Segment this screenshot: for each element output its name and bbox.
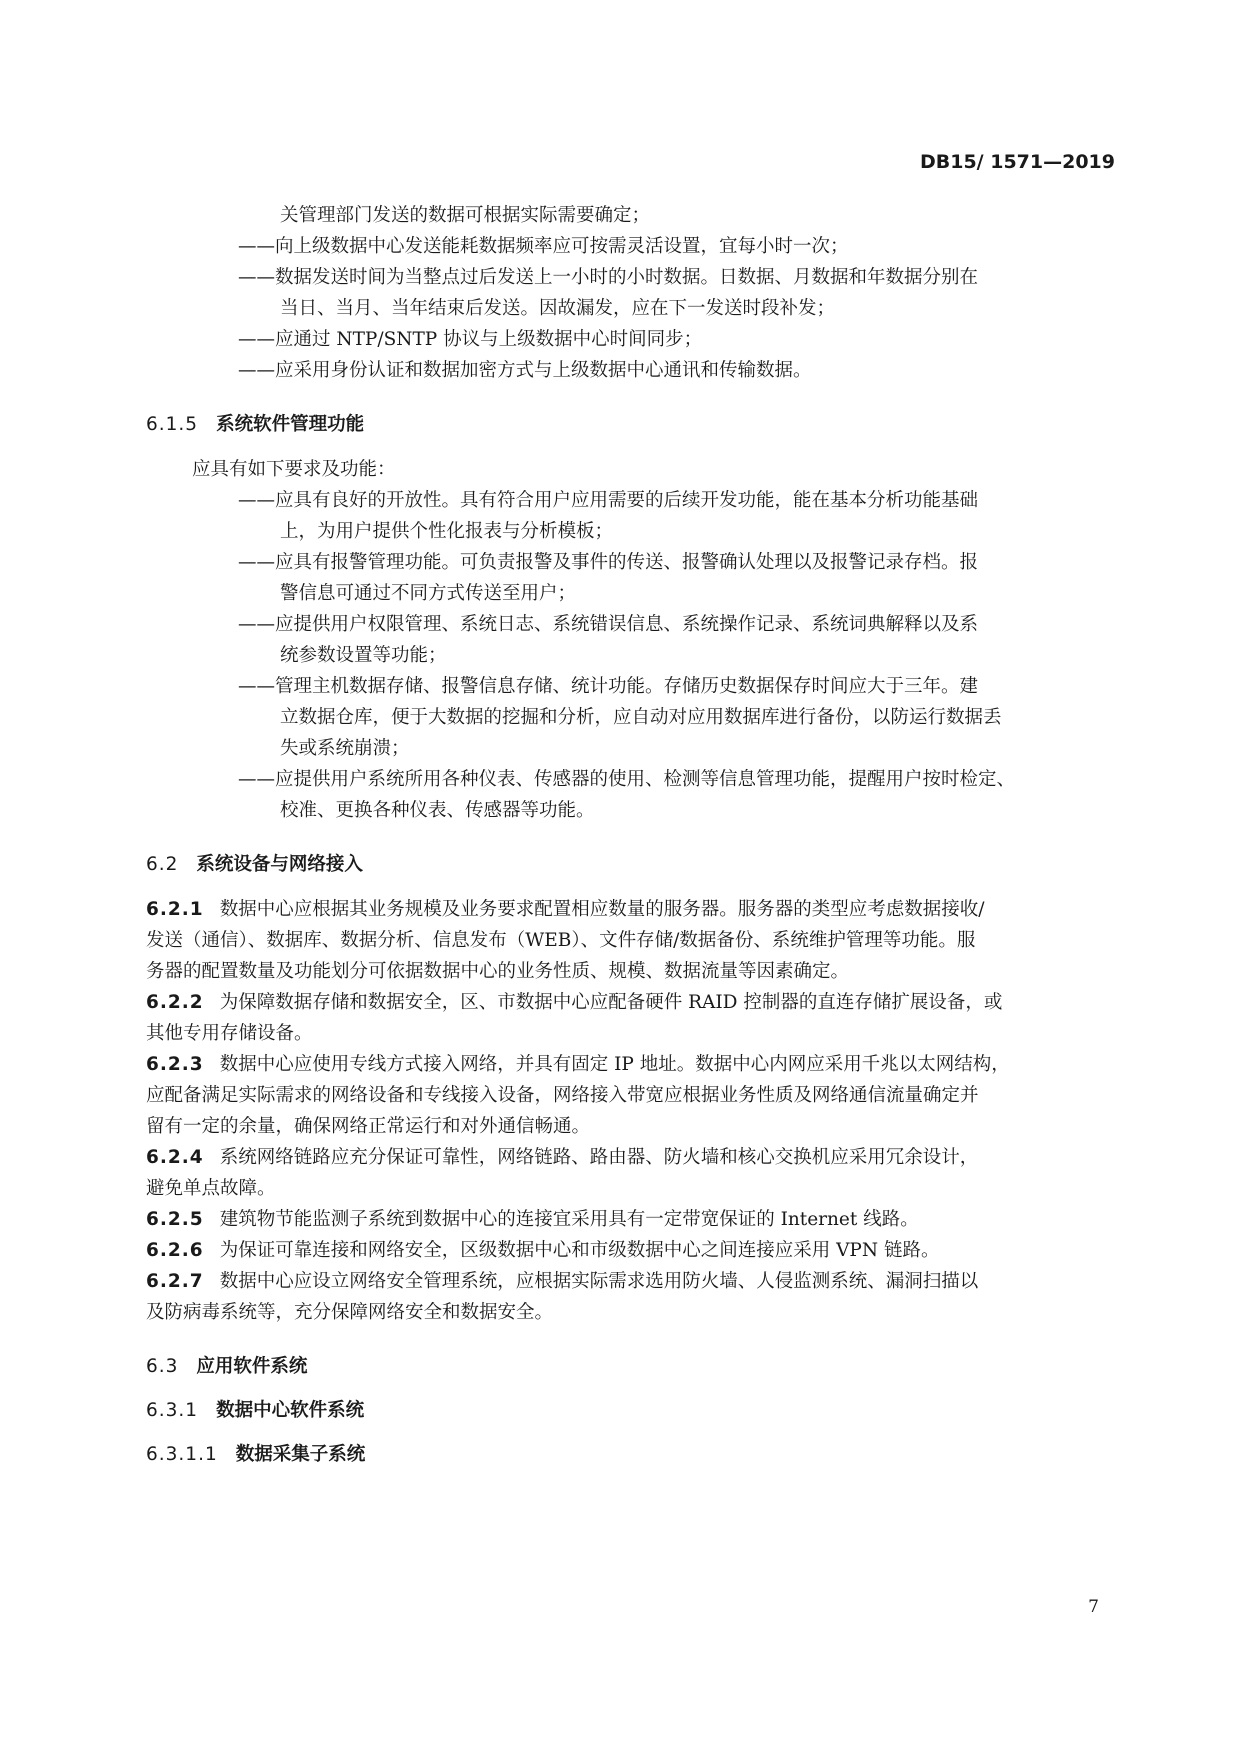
clause-number: 6.2.7 [146,1271,204,1292]
list-item-cont: 失或系统崩溃； [280,738,410,759]
clause-6-2-5 [146,1204,1116,1235]
clause-6-2-2 [146,987,1116,1049]
section-title: 系统设备与网络接入 [196,854,363,875]
list-item: ——应提供用户权限管理、系统日志、系统错误信息、系统操作记录、系统词典解释以及系 [238,614,979,635]
clause-text: 建筑物节能监测子系统到数据中心的连接宜采用具有一定带宽保证的 Internet 线路。 [219,1209,919,1230]
section-number: 6.2 [146,854,179,875]
clause-text: 数据中心应设立网络安全管理系统，应根据实际需求选用防火墙、人侵监测系统、漏洞扫描以 [219,1271,979,1292]
standard-number: DB15/ 1571—2019 [919,151,1115,173]
section-title: 应用软件系统 [196,1356,308,1377]
clause-text: 应配备满足实际需求的网络设备和专线接入设备，网络接入带宽应根据业务性质及网络通信流量确定并 [146,1085,979,1106]
clause-6-2-3 [146,1049,1116,1142]
list-item-cont: 警信息可通过不同方式传送至用户； [280,583,577,604]
clause-number: 6.2.5 [146,1209,204,1230]
list-item-cont: 立数据仓库，便于大数据的挖掘和分析，应自动对应用数据库进行备份，以防运行数据丢 [280,707,1002,728]
list-item: ——应通过 NTP/SNTP 协议与上级数据中心时间同步； [238,329,703,350]
section-heading-6-3-1-1 [146,1440,1116,1470]
list-item: ——应提供用户系统所用各种仪表、传感器的使用、检测等信息管理功能，提醒用户按时检定、 [238,769,1016,790]
clause-text: 及防病毒系统等，充分保障网络安全和数据安全。 [146,1302,554,1323]
clause-text: 系统网络链路应充分保证可靠性，网络链路、路由器、防火墙和核心交换机应采用冗余设计， [219,1147,979,1168]
list-item: ——应采用身份认证和数据加密方式与上级数据中心通讯和传输数据。 [238,360,812,381]
clause-text: 留有一定的余量，确保网络正常运行和对外通信畅通。 [146,1116,591,1137]
clause-number: 6.2.4 [146,1147,204,1168]
clause-6-2-4 [146,1142,1116,1204]
section-heading-6-3 [146,1352,1116,1382]
list-item-cont: 当日、当月、当年结束后发送。因故漏发，应在下一发送时段补发； [280,298,836,319]
clause-6-2-6 [146,1235,1116,1266]
section-title: 数据中心软件系统 [216,1400,365,1421]
section-heading-6-3-1 [146,1396,1116,1426]
section-title: 系统软件管理功能 [216,414,365,435]
clause-text: 避免单点故障。 [146,1178,276,1199]
list-item: ——应具有良好的开放性。具有符合用户应用需要的后续开发功能，能在基本分析功能基础 [238,490,979,511]
list-item-cont: 上，为用户提供个性化报表与分析模板； [280,521,614,542]
clause-number: 6.2.1 [146,899,204,920]
clause-number: 6.2.2 [146,992,204,1013]
section-number: 6.3 [146,1356,179,1377]
list-item-cont: 校准、更换各种仪表、传感器等功能。 [280,800,595,821]
list-item: ——数据发送时间为当整点过后发送上一小时的小时数据。日数据、月数据和年数据分别在 [238,267,979,288]
intro-line: 应具有如下要求及功能： [192,459,396,480]
clause-text: 务器的配置数量及功能划分可依据数据中心的业务性质、规模、数据流量等因素确定。 [146,961,850,982]
section-heading-6-1-5 [146,410,1116,440]
clause-number: 6.2.3 [146,1054,204,1075]
clause-6-2-1 [146,894,1116,987]
list-item: ——应具有报警管理功能。可负责报警及事件的传送、报警确认处理以及报警记录存档。报 [238,552,979,573]
section-number: 6.1.5 [146,414,199,435]
clause-number: 6.2.6 [146,1240,204,1261]
section-heading-6-2 [146,850,1116,880]
list-item-cont: 统参数设置等功能； [280,645,447,666]
continuation-line: 关管理部门发送的数据可根据实际需要确定； [280,205,651,226]
clause-text: 数据中心应使用专线方式接入网络，并具有固定 IP 地址。数据中心内网应采用千兆以太网结构， [219,1054,1010,1075]
clause-6-2-7 [146,1266,1116,1328]
clause-text: 发送（通信）、数据库、数据分析、信息发布（WEB）、文件存储/数据备份、系统维护管理等功能。服 [146,930,976,951]
section-number: 6.3.1.1 [146,1444,218,1465]
clause-text: 数据中心应根据其业务规模及业务要求配置相应数量的服务器。服务器的类型应考虑数据接收/ [219,899,985,920]
section-number: 6.3.1 [146,1400,199,1421]
list-item: ——向上级数据中心发送能耗数据频率应可按需灵活设置，宜每小时一次； [238,236,849,257]
section-title: 数据采集子系统 [235,1444,366,1465]
clause-text: 为保证可靠连接和网络安全，区级数据中心和市级数据中心之间连接应采用 VPN 链路。 [219,1240,940,1261]
page-body [146,200,1116,1470]
list-item: ——管理主机数据存储、报警信息存储、统计功能。存储历史数据保存时间应大于三年。建 [238,676,979,697]
clause-text: 为保障数据存储和数据安全，区、市数据中心应配备硬件 RAID 控制器的直连存储扩展设备，或 [219,992,1003,1013]
clause-text: 其他专用存储设备。 [146,1023,313,1044]
page-number: 7 [1088,1597,1099,1617]
